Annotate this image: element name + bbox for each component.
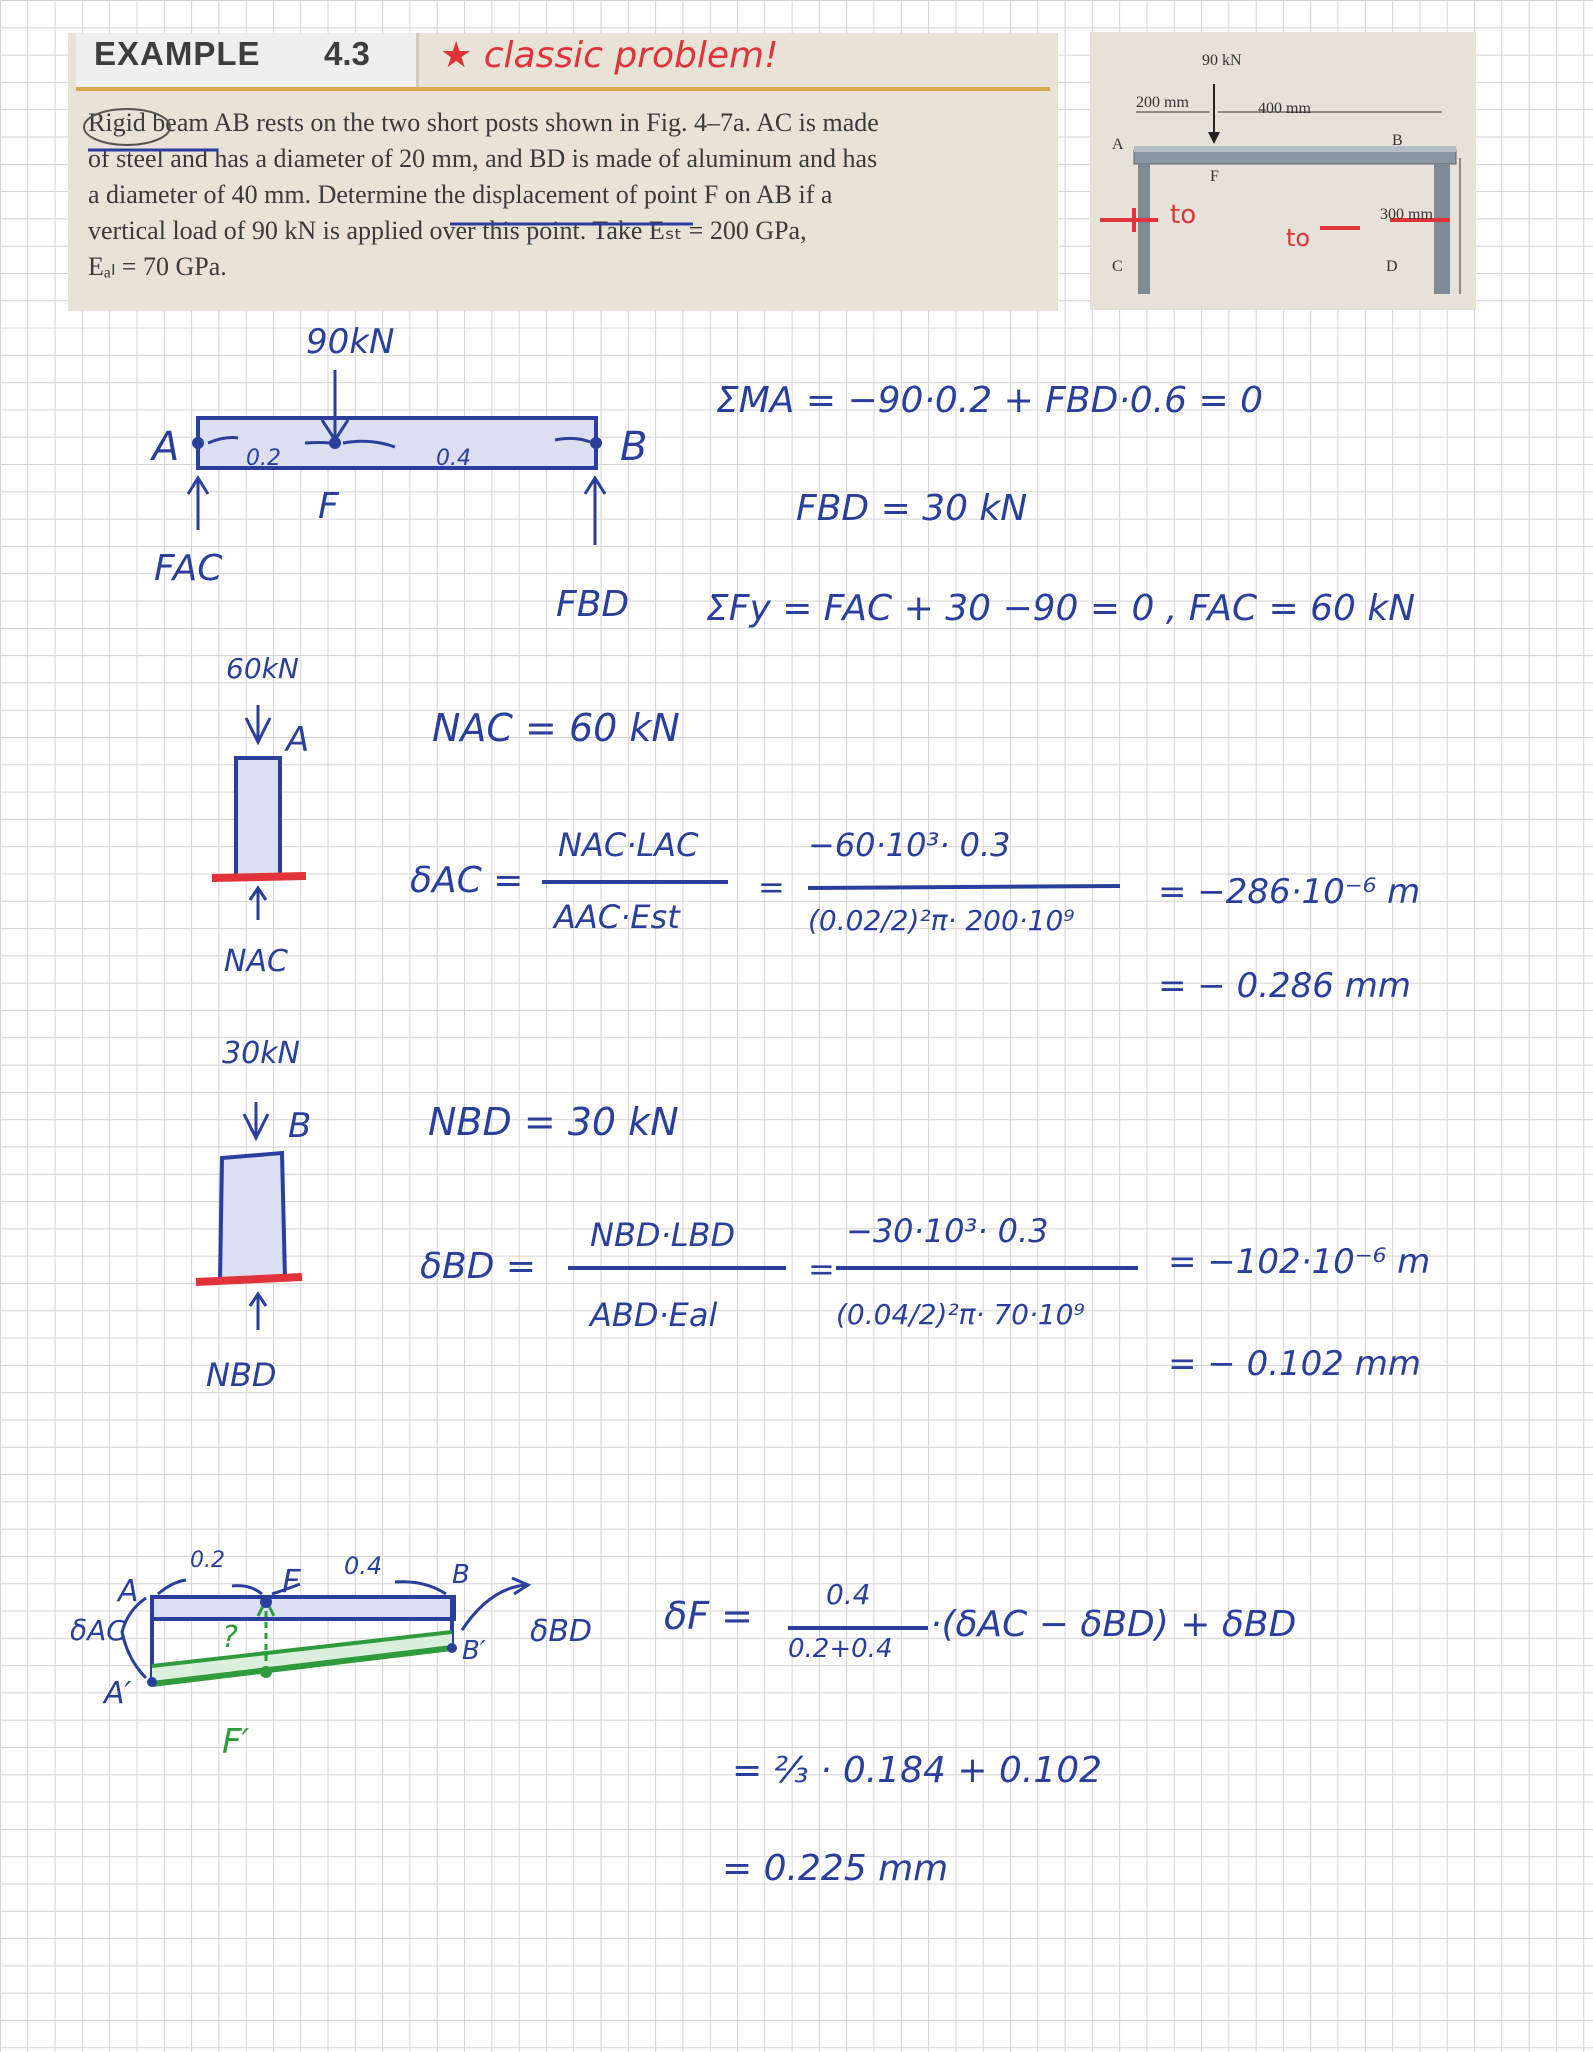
- delta-bd-result-m: = −102·10⁻⁶ m: [1168, 1242, 1431, 1282]
- delta-bd-num2: −30·10³· 0.3: [846, 1212, 1049, 1250]
- fbd-label-f: F: [318, 486, 339, 527]
- problem-line: a diameter of 40 mm. Determine the displacement of point F on AB if a: [88, 180, 833, 209]
- final-rest: ·(δAC − δBD) + δBD: [930, 1604, 1297, 1645]
- delta-bd-den1: ABD·Eal: [590, 1296, 718, 1334]
- post-bd-load: 30kN: [222, 1036, 300, 1071]
- figure-label-a: A: [1112, 136, 1124, 153]
- defl-seg-left: 0.2: [190, 1548, 225, 1573]
- delta-ac-equals: =: [758, 868, 785, 906]
- post-ac-reaction: NAC: [224, 944, 288, 979]
- n-ac-equation: NAC = 60 kN: [432, 706, 680, 750]
- final-frac-den: 0.2+0.4: [788, 1634, 893, 1664]
- delta-ac-result-m: = −286·10⁻⁶ m: [1158, 872, 1421, 912]
- figure-load-label: 90 kN: [1202, 52, 1242, 69]
- post-ac-load: 60kN: [226, 652, 299, 685]
- delta-ac-result-mm: = − 0.286 mm: [1158, 966, 1411, 1006]
- defl-question: ?: [222, 1620, 238, 1655]
- fraction-bars: [542, 882, 1138, 1628]
- classic-problem-note: ★ classic problem!: [440, 35, 779, 76]
- deflection-diagram: [122, 1578, 528, 1687]
- fbd-seg-right: 0.4: [436, 446, 471, 471]
- post-bd-drawing: [196, 1102, 302, 1330]
- defl-label-f: F: [282, 1562, 301, 1600]
- final-step3: = 0.225 mm: [722, 1848, 949, 1889]
- figure-mark-left: to: [1170, 200, 1197, 230]
- fbd-f-ac-label: FAC: [154, 548, 223, 589]
- moment-equation: ΣMA = −90·0.2 + FBD·0.6 = 0: [716, 380, 1263, 421]
- fbd-seg-left: 0.2: [246, 446, 281, 471]
- final-lhs: δF =: [664, 1594, 754, 1638]
- figure-label-d: D: [1386, 258, 1398, 275]
- delta-ac-num1: NAC·LAC: [558, 826, 699, 864]
- post-bd-reaction: NBD: [206, 1356, 277, 1394]
- problem-line: Eₐₗ = 70 GPa.: [88, 252, 227, 281]
- delta-bd-result-mm: = − 0.102 mm: [1168, 1344, 1421, 1384]
- post-bd-label-b: B: [288, 1106, 312, 1146]
- n-bd-equation: NBD = 30 kN: [428, 1100, 679, 1144]
- fbd-label-b: B: [620, 424, 648, 470]
- post-ac-label-a: A: [286, 720, 310, 760]
- figure-dim-left: 200 mm: [1136, 94, 1189, 111]
- fbd-load-label: 90kN: [306, 322, 395, 362]
- defl-delta-bd: δBD: [530, 1614, 593, 1649]
- final-step2: = ⅔ · 0.184 + 0.102: [732, 1750, 1103, 1791]
- delta-ac-den1: AAC·Est: [554, 898, 680, 936]
- figure-label-c: C: [1112, 258, 1123, 275]
- defl-label-b-prime: B′: [462, 1636, 486, 1666]
- figure-mark-right: to: [1286, 224, 1311, 252]
- defl-seg-right: 0.4: [344, 1552, 383, 1580]
- delta-bd-den2: (0.04/2)²π· 70·10⁹: [836, 1298, 1085, 1331]
- figure-label-b: B: [1392, 132, 1403, 149]
- f-bd-result: FBD = 30 kN: [796, 488, 1028, 529]
- fbd-f-bd-label: FBD: [556, 584, 630, 625]
- delta-ac-lhs: δAC =: [410, 860, 524, 901]
- defl-label-b: B: [452, 1560, 470, 1590]
- force-equation: ΣFy = FAC + 30 −90 = 0 , FAC = 60 kN: [706, 588, 1416, 629]
- defl-label-f-prime: F′: [222, 1722, 250, 1762]
- figure-dim-height: 300 mm: [1380, 206, 1433, 223]
- example-number: 4.3: [324, 35, 370, 72]
- figure-dim-right: 400 mm: [1258, 100, 1311, 117]
- delta-bd-num1: NBD·LBD: [590, 1216, 736, 1254]
- problem-line: Rigid beam AB rests on the two short posts shown in Fig. 4–7a. AC is made: [88, 108, 879, 137]
- figure-label-f: F: [1210, 168, 1219, 185]
- example-label: EXAMPLE: [94, 35, 261, 72]
- delta-bd-equals: =: [808, 1250, 835, 1288]
- defl-label-a: A: [118, 1574, 139, 1609]
- delta-ac-num2: −60·10³· 0.3: [808, 826, 1011, 864]
- problem-line: vertical load of 90 kN is applied over this point. Take Eₛₜ = 200 GPa,: [88, 216, 807, 245]
- delta-ac-den2: (0.02/2)²π· 200·10⁹: [808, 904, 1075, 937]
- defl-delta-ac: δAC: [70, 1614, 126, 1647]
- problem-line: of steel and has a diameter of 20 mm, and BD is made of aluminum and has: [88, 144, 878, 173]
- final-frac-num: 0.4: [826, 1578, 871, 1611]
- delta-bd-lhs: δBD =: [420, 1246, 537, 1287]
- fbd-label-a: A: [152, 424, 180, 470]
- defl-label-a-prime: A′: [104, 1676, 132, 1711]
